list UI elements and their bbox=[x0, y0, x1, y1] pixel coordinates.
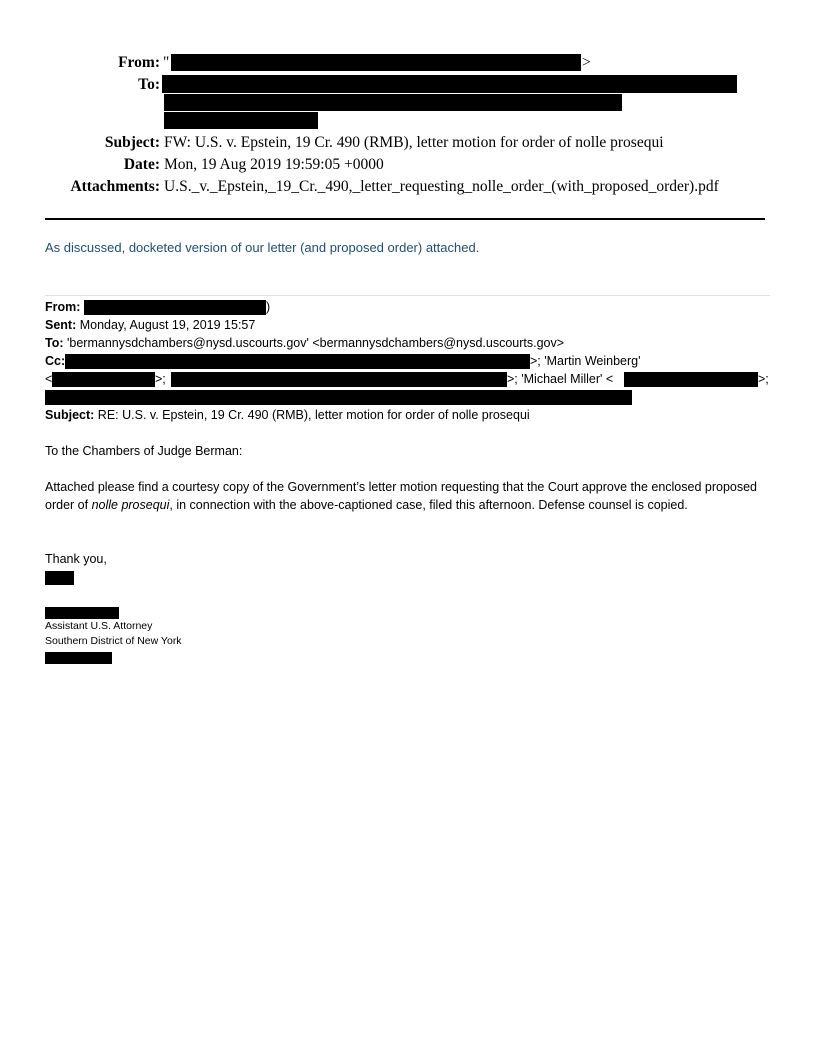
inner-sent-value: Monday, August 19, 2019 15:57 bbox=[79, 318, 256, 332]
inner-sent-label: Sent: bbox=[45, 318, 77, 332]
redaction-block bbox=[84, 300, 266, 315]
inner-from-suffix: ) bbox=[266, 300, 271, 314]
attachment-link[interactable]: U.S._v._Epstein,_19_Cr._490,_letter_requesting_nolle_order_(with_proposed_order).pdf bbox=[164, 178, 719, 195]
redaction-block bbox=[171, 54, 581, 71]
redaction-block bbox=[45, 607, 119, 619]
outer-date-label: Date: bbox=[123, 156, 160, 173]
inner-subject-value: RE: U.S. v. Epstein, 19 Cr. 490 (RMB), letter motion for order of nolle prosequi bbox=[97, 408, 530, 422]
redaction-block bbox=[171, 372, 507, 387]
signature-title: Assistant U.S. Attorney bbox=[45, 620, 153, 632]
redaction-block bbox=[65, 354, 530, 369]
inner-to-value: 'bermannysdchambers@nysd.uscourts.gov' <bermannysdchambers@nysd.uscourts.gov> bbox=[67, 336, 565, 350]
redaction-block bbox=[45, 571, 74, 585]
inner-cc-line2-prefix: < bbox=[45, 372, 53, 386]
outer-from-suffix: > bbox=[582, 54, 591, 71]
inner-sent-row bbox=[45, 316, 255, 334]
inner-subject-row bbox=[45, 406, 530, 424]
body-paragraph-italic: nolle prosequi bbox=[91, 498, 170, 512]
quoted-divider bbox=[45, 295, 770, 296]
redaction-block bbox=[45, 652, 112, 664]
forward-note: As discussed, docketed version of our letter (and proposed order) attached. bbox=[45, 240, 480, 255]
outer-attachments-label: Attachments: bbox=[70, 178, 160, 195]
inner-cc-part1: >; 'Martin Weinberg' bbox=[530, 354, 641, 368]
body-paragraph bbox=[45, 478, 770, 514]
redaction-block bbox=[164, 94, 622, 111]
closing: Thank you, bbox=[45, 552, 107, 566]
signature-office: Southern District of New York bbox=[45, 635, 182, 647]
inner-cc-line2-a: >; bbox=[155, 372, 166, 386]
redaction-block bbox=[624, 372, 758, 387]
outer-from-prefix: " bbox=[163, 54, 170, 71]
outer-subject-value: FW: U.S. v. Epstein, 19 Cr. 490 (RMB), letter motion for order of nolle prosequi bbox=[164, 134, 664, 151]
inner-subject-label: Subject: bbox=[45, 408, 95, 422]
redaction-block bbox=[164, 112, 318, 129]
inner-cc-line2-c: >; bbox=[758, 372, 769, 386]
salutation: To the Chambers of Judge Berman: bbox=[45, 444, 243, 458]
outer-date-value: Mon, 19 Aug 2019 19:59:05 +0000 bbox=[164, 156, 384, 173]
body-paragraph-end: , in connection with the above-captioned case, filed this afternoon. Defense counsel is copied. bbox=[169, 498, 688, 512]
inner-to-row bbox=[45, 334, 564, 352]
redaction-block bbox=[52, 372, 155, 387]
inner-from-label: From: bbox=[45, 300, 81, 314]
body-paragraph-start: Attached please find a courtesy copy of the Government’s letter motion requesting that the Court approve the enclosed proposed order of bbox=[45, 480, 758, 512]
redaction-block bbox=[45, 390, 632, 405]
redaction-block bbox=[162, 75, 737, 93]
inner-cc-label: Cc: bbox=[45, 354, 66, 368]
header-divider bbox=[45, 218, 765, 220]
outer-subject-label: Subject: bbox=[104, 134, 160, 151]
outer-from-label: From: bbox=[118, 54, 160, 71]
outer-to-label: To: bbox=[138, 76, 160, 93]
inner-to-label: To: bbox=[45, 336, 64, 350]
inner-cc-line2-b: >; 'Michael Miller' < bbox=[507, 372, 614, 386]
